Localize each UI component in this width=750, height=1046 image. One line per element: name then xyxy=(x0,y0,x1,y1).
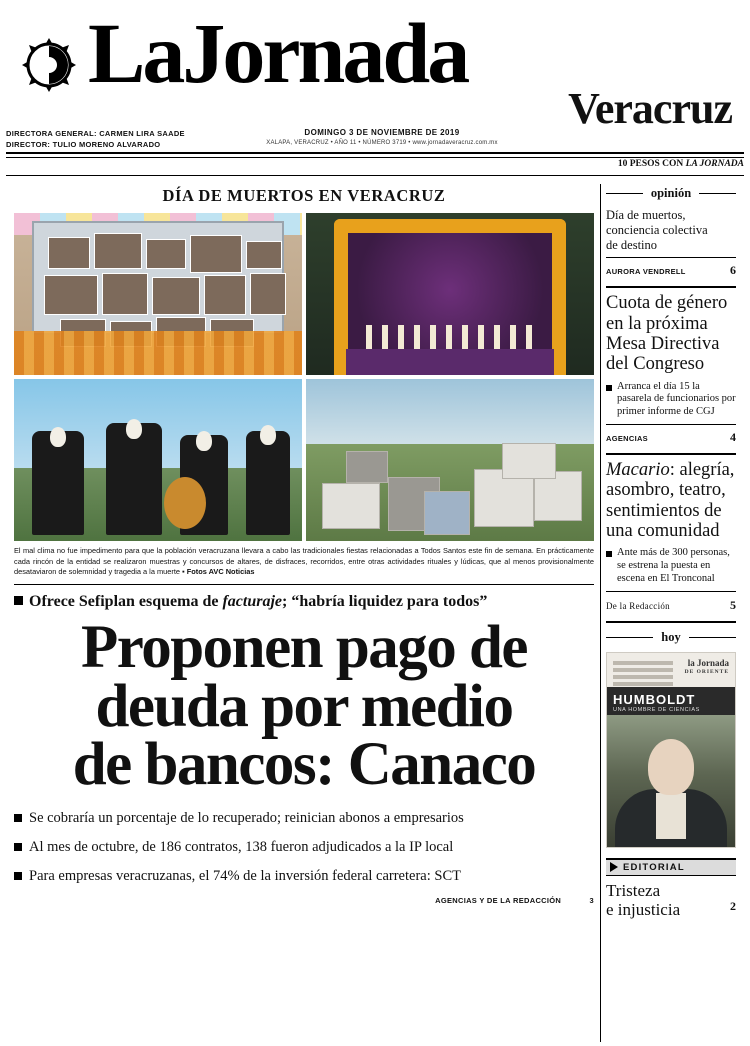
masthead-rule xyxy=(6,152,744,158)
lead-kicker-post: ; “habría liquidez para todos” xyxy=(282,593,488,611)
sidebar-rule xyxy=(606,286,736,288)
lead-kicker-pre: Ofrece Sefiplan esquema de xyxy=(29,593,223,611)
bullet-square-icon xyxy=(14,843,22,851)
opinion-item-3-line-2: asombro, teatro, xyxy=(606,480,726,501)
opinion-item-2-title xyxy=(606,293,736,374)
cover-portrait-image xyxy=(607,715,735,847)
opinion-item-1-author: AURORA VENDRELL xyxy=(606,267,686,277)
bullet-square-icon xyxy=(14,596,23,605)
lead-page-number: 3 xyxy=(589,896,594,906)
opinion-item-1-title xyxy=(606,208,736,252)
editorial-title[interactable] xyxy=(606,881,736,919)
gear-circle-icon xyxy=(20,36,78,94)
opinion-item-2-author: AGENCIAS xyxy=(606,434,648,444)
lead-bullet-text: Para empresas veracruzanas, el 74% de la inversión federal carretera: SCT xyxy=(29,868,461,885)
opinion-item-3-title xyxy=(606,460,736,541)
catrinas-mariachi-photo xyxy=(14,379,302,541)
cover-brand-line-1: la Jornada xyxy=(687,657,729,668)
altar-portraits-photo xyxy=(14,213,302,375)
credit-director: DIRECTOR: TULIO MORENO ALVARADO xyxy=(6,140,161,150)
issue-edition-line: XALAPA, VERACRUZ • AÑO 11 • NÚMERO 3719 • www.jornadaveracruz.com.mx xyxy=(266,140,498,146)
cover-brand-line-2: DE ORIENTE xyxy=(684,668,729,675)
editorial-title-line-2: e injusticia xyxy=(606,899,681,919)
opinion-item-2-line-4: del Congreso xyxy=(606,354,705,375)
opinion-item-3-line-3: sentimientos de xyxy=(606,500,722,521)
lead-bullet xyxy=(14,867,594,885)
paper-title: LaJornada xyxy=(88,5,468,101)
lead-headline-line-3: de bancos: Canaco xyxy=(72,731,536,799)
photo-grid xyxy=(14,213,594,541)
opinion-item-3-sub-text: Ante más de 300 personas, se estrena la puesta en escena en El Tronconal xyxy=(617,547,730,584)
bullet-square-icon xyxy=(14,872,22,880)
sidebar-rule xyxy=(606,621,736,623)
opinion-item-2[interactable] xyxy=(606,293,736,445)
opinion-item-1[interactable] xyxy=(606,208,736,278)
cover-index-lines xyxy=(613,661,673,689)
issue-date: DOMINGO 3 DE NOVIEMBRE DE 2019 xyxy=(304,128,460,137)
editorial-title-line-2-wrap xyxy=(606,900,736,919)
lead-kicker xyxy=(14,593,594,611)
cover-title: HUMBOLDT xyxy=(613,691,696,707)
altar-marigold-arch-photo xyxy=(306,213,594,375)
editorial-bar[interactable] xyxy=(606,858,736,876)
bullet-square-icon xyxy=(14,814,22,822)
opinion-item-2-line-2: en la próxima xyxy=(606,313,708,334)
opinion-item-2-line-3: Mesa Directiva xyxy=(606,333,720,354)
sidebar-rule xyxy=(606,453,736,455)
editorial-page: 2 xyxy=(730,898,736,913)
column-divider xyxy=(600,184,601,1042)
editorial-title-line-1: Tristeza xyxy=(606,880,661,900)
photo-section-title: DÍA DE MUERTOS EN VERACRUZ xyxy=(162,186,446,205)
lead-headline xyxy=(14,614,594,799)
cover-brand xyxy=(685,659,729,675)
opinion-item-1-line-1: Día de muertos, xyxy=(606,208,686,222)
credits-block xyxy=(6,128,185,151)
opinion-item-3-rest: : alegría, xyxy=(669,460,735,481)
opinion-item-1-page: 6 xyxy=(730,263,736,278)
content-grid xyxy=(14,184,736,1042)
lead-bullet xyxy=(14,809,594,827)
opinion-item-2-sub-text: Arranca el día 15 la pasarela de funcionarios por primer informe de CGJ xyxy=(617,380,736,418)
photo-caption-text: El mal clima no fue impedimento para que la población veracruzana llevara a cabo las tradicionales fiestas relacionadas a Todos Santos este fin de semana. En prácticamente cada rincón de la entidad se realizaron muestras y concursos de altares, de disfraces, recorridos, entre otras actividades rituales y lúdicas, que al menos provisionalmente desataviaron de solemnidad y tragedia a la muerte xyxy=(14,546,594,577)
main-column xyxy=(14,184,594,905)
lead-kicker-text xyxy=(29,593,487,611)
opinion-item-3-line-1 xyxy=(606,460,736,480)
photo-credit: ▪ Fotos AVC Noticias xyxy=(182,567,255,577)
lead-bullet xyxy=(14,838,594,856)
opinion-item-3-author: De la Redacción xyxy=(606,600,670,611)
opinion-item-2-page: 4 xyxy=(730,430,736,445)
hoy-section-header xyxy=(606,628,736,646)
cemetery-tombs-photo xyxy=(306,379,594,541)
opinion-header-label: opinión xyxy=(643,186,699,200)
triangle-right-icon xyxy=(610,862,618,872)
lead-headline-line-1: Proponen pago de xyxy=(80,614,527,682)
price-text: 10 PESOS CON xyxy=(617,159,686,169)
lead-byline-text: AGENCIAS Y DE LA REDACCIÓN xyxy=(435,896,562,906)
opinion-item-1-line-2: conciencia colectiva xyxy=(606,222,708,237)
photo-caption xyxy=(14,546,594,578)
cover-title-band xyxy=(607,687,735,715)
date-block xyxy=(232,128,532,146)
lead-kicker-em: facturaje xyxy=(222,593,283,611)
lead-byline xyxy=(14,896,594,905)
lead-bullet-text: Se cobraría un porcentaje de lo recuperado; reinician abonos a empresarios xyxy=(29,809,464,826)
opinion-item-2-line-1: Cuota de género xyxy=(606,293,728,314)
opinion-item-3-sub xyxy=(606,547,736,585)
cover-subtitle: UNA HOMBRE DE CIENCIAS xyxy=(613,706,700,713)
opinion-item-3-page: 5 xyxy=(730,597,736,612)
opinion-item-3-line-4: una comunidad xyxy=(606,521,720,542)
opinion-item-1-line-3: de destino xyxy=(606,237,658,252)
opinion-item-3-em: Macario xyxy=(606,460,670,481)
bullet-square-icon xyxy=(606,551,612,557)
lead-bullet-text: Al mes de octubre, de 186 contratos, 138 fueron adjudicados a la IP local xyxy=(29,838,454,855)
price-brand: LA JORNADA xyxy=(685,159,744,169)
editorial-label: EDITORIAL xyxy=(623,861,685,873)
credit-director-general: DIRECTORA GENERAL: CARMEN LIRA SAADE xyxy=(6,129,185,138)
hoy-magazine-cover[interactable] xyxy=(606,652,736,848)
lead-headline-line-2: deuda por medio xyxy=(95,672,513,740)
bullet-square-icon xyxy=(606,385,612,391)
lead-bullets xyxy=(14,809,594,885)
paper-subtitle: Veracruz xyxy=(568,84,732,134)
opinion-item-2-sub xyxy=(606,381,736,419)
caption-rule xyxy=(14,584,594,585)
hoy-header-label: hoy xyxy=(653,630,688,644)
masthead-rule-2 xyxy=(6,175,744,176)
opinion-item-3[interactable] xyxy=(606,460,736,613)
sidebar-column xyxy=(606,184,736,919)
price-label xyxy=(618,159,744,169)
opinion-section-header xyxy=(606,184,736,202)
